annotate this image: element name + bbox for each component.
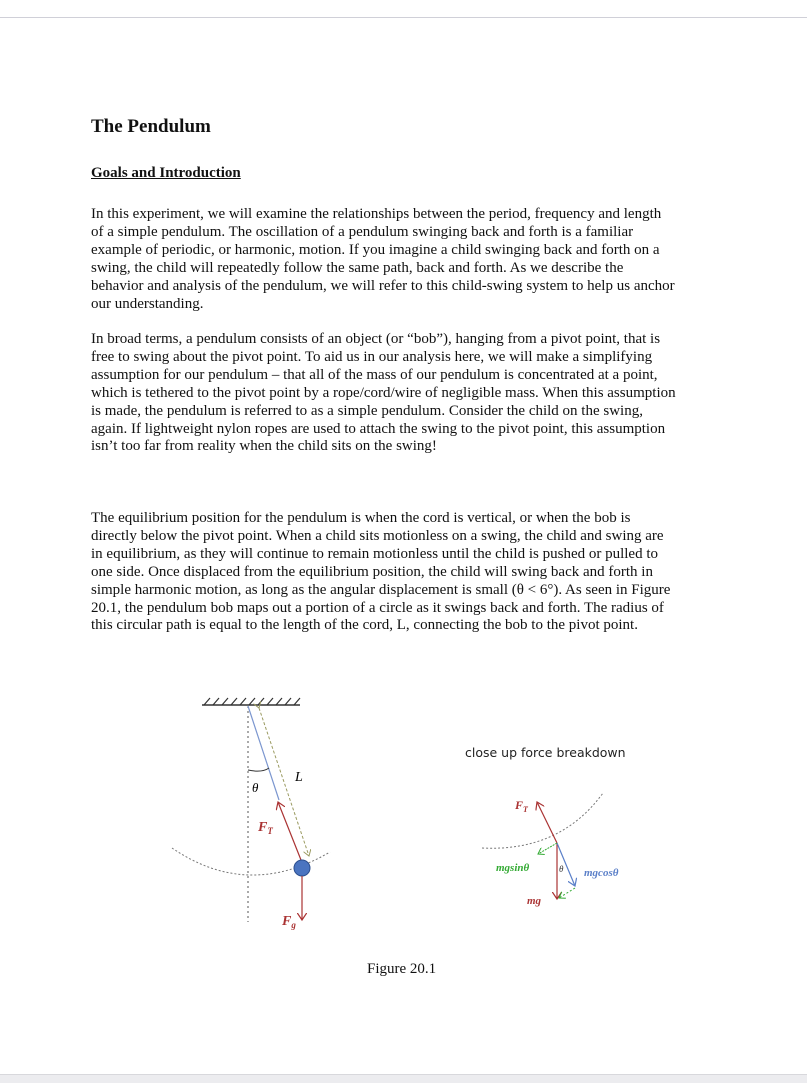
length-label: L — [295, 770, 303, 785]
text-line: simple harmonic motion, as long as the angular displacement is small (θ < 6°). As seen in Figure — [91, 581, 671, 598]
text-line: one side. Once displaced from the equilibrium position, the child will swing back and forth in — [91, 563, 653, 580]
closeup-tension-label: $F_T$ — [515, 798, 528, 814]
closeup-arc — [482, 793, 603, 848]
page-title: The Pendulum — [91, 116, 211, 137]
text-line: free to swing about the pivot point. To aid us in our analysis here, we will make a simplifying — [91, 348, 653, 365]
text-line: our understanding. — [91, 295, 204, 312]
closeup-component-dashed — [559, 888, 575, 898]
text-line: assumption for our pendulum – that all of the mass of our pendulum is concentrated at a point, — [91, 366, 658, 383]
text-line: in equilibrium, as they will continue to remain motionless until the child is pushed or pulled to — [91, 545, 659, 562]
closeup-mgsin-arrow — [538, 843, 557, 854]
theta-label: θ — [252, 780, 259, 795]
tension-force-arrow — [278, 802, 301, 860]
text-line: of a simple pendulum. The oscillation of a pendulum swinging back and forth is a familiar — [91, 223, 634, 240]
text-line: 20.1, the pendulum bob maps out a portion of a circle as it swings back and forth. The radius of — [91, 599, 664, 616]
text-line: isn’t too far from reality when the child sits on the swing! — [91, 438, 437, 455]
pendulum-bob — [294, 860, 310, 876]
gravity-force-label: $F_g$ — [282, 914, 296, 930]
section-heading: Goals and Introduction — [91, 165, 241, 181]
text-line: In broad terms, a pendulum consists of an object (or “bob”), hanging from a pivot point, that is — [91, 331, 661, 347]
text-line: swing, the child will repeatedly follow the same path, back and forth. As we describe the — [91, 259, 624, 276]
closeup-mgsin-label: mgsinθ — [496, 862, 530, 874]
theta-angle-arc — [248, 768, 269, 771]
text-line: is made, the pendulum is referred to as a simple pendulum. Consider the child on the swing, — [91, 402, 643, 419]
tension-force-label: $F_T$ — [258, 820, 273, 836]
text-line: In this experiment, we will examine the relationships between the period, frequency and length — [91, 206, 662, 222]
ceiling-support — [202, 698, 300, 705]
closeup-mg-label: mg — [527, 895, 542, 907]
text-line: which is tethered to the pivot point by a rope/cord/wire of negligible mass. When this assumption — [91, 384, 676, 401]
closeup-tension-arrow — [537, 802, 557, 843]
text-line: again. If lightweight nylon ropes are used to attach the swing to the pivot point, this assumption — [91, 420, 666, 437]
text-line: behavior and analysis of the pendulum, we will refer to this child-swing system to help us anchor — [91, 277, 675, 294]
closeup-mgcos-label: mgcosθ — [584, 867, 619, 879]
text-line: this circular path is equal to the length of the cord, L, connecting the bob to the pivot point. — [91, 617, 638, 634]
closeup-theta-label: θ — [559, 864, 564, 874]
text-line: example of periodic, or harmonic, motion. If you imagine a child swinging back and forth on a — [91, 241, 660, 258]
text-line: directly below the pivot point. When a child sits motionless on a swing, the child and swing are — [91, 527, 664, 544]
text-line: The equilibrium position for the pendulum is when the cord is vertical, or when the bob is — [91, 510, 631, 526]
figure-caption: Figure 20.1 — [367, 961, 437, 977]
closeup-heading: close up force breakdown — [465, 745, 626, 760]
